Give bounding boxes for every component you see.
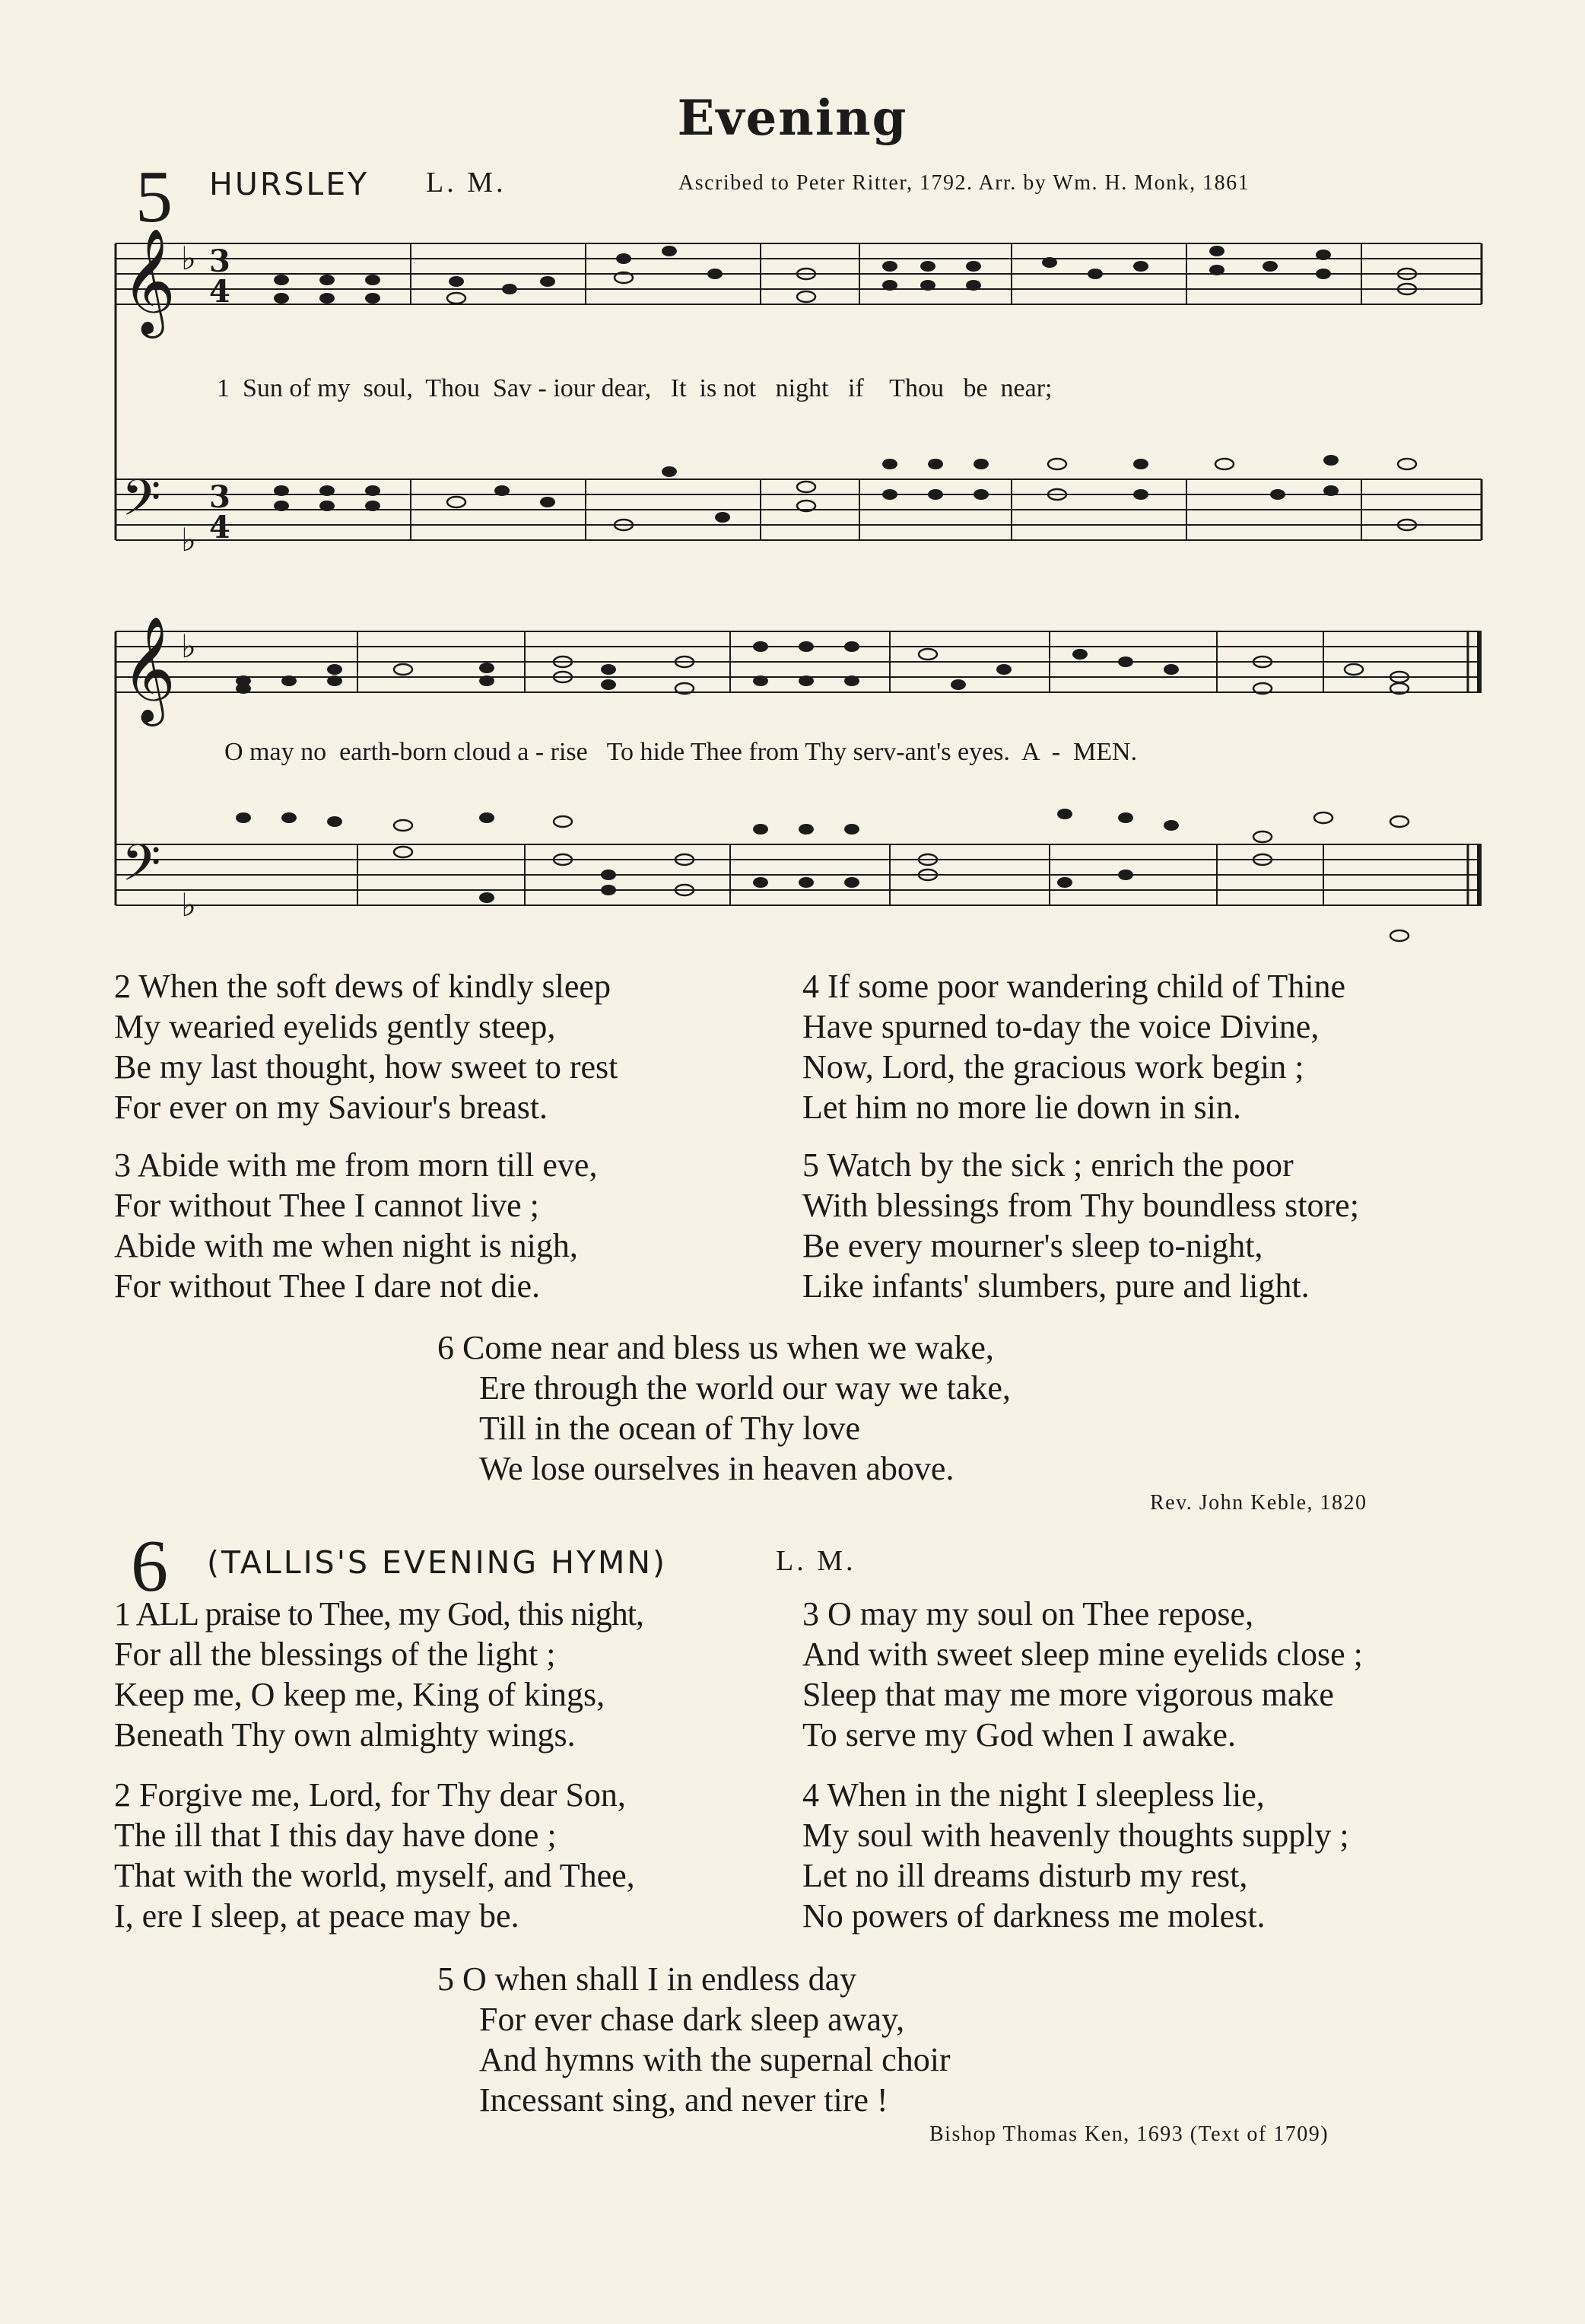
stanza-line: For all the blessings of the light ; bbox=[114, 1636, 556, 1673]
key-signature-2: ♭ bbox=[181, 628, 196, 665]
meter: L. M. bbox=[776, 1545, 856, 1577]
stanza-line: For without Thee I cannot live ; bbox=[114, 1187, 539, 1224]
stanza-line: And hymns with the supernal choir bbox=[479, 2041, 951, 2078]
stanza-line: We lose ourselves in heaven above. bbox=[479, 1450, 954, 1487]
key-signature-bass-2: ♭ bbox=[181, 886, 196, 924]
stanza-line: With blessings from Thy boundless store; bbox=[802, 1187, 1359, 1224]
stanza-2 bbox=[114, 966, 618, 1127]
meter: L. M. bbox=[426, 167, 507, 199]
stanza-line: Ere through the world our way we take, bbox=[479, 1369, 1011, 1407]
hymn-number: 6 bbox=[131, 1525, 168, 1607]
stanza-line: For ever chase dark sleep away, bbox=[479, 2001, 905, 2038]
stanza-line: Let him no more lie down in sin. bbox=[802, 1089, 1241, 1126]
stanza-line: For ever on my Saviour's breast. bbox=[114, 1089, 548, 1126]
stanza-line: Sleep that may me more vigorous make bbox=[802, 1676, 1334, 1713]
stanza-5 bbox=[802, 1145, 1359, 1306]
stanza-line: Beneath Thy own almighty wings. bbox=[114, 1716, 576, 1753]
stanza-line: My soul with heavenly thoughts supply ; bbox=[802, 1817, 1349, 1854]
stanza-3 bbox=[114, 1145, 597, 1306]
treble-clef-icon: 𝄞 bbox=[122, 228, 176, 334]
stanza-4 bbox=[802, 1775, 1349, 1936]
stanza-line: Incessant sing, and never tire ! bbox=[479, 2081, 888, 2119]
stanza-line: 2 Forgive me, Lord, for Thy dear Son, bbox=[114, 1776, 626, 1814]
stanza-line: Now, Lord, the gracious work begin ; bbox=[802, 1048, 1304, 1086]
stanza-line: Till in the ocean of Thy love bbox=[479, 1410, 861, 1447]
stanza-line: 5 O when shall I in endless day bbox=[437, 1960, 857, 1998]
stanza-line: 3 O may my soul on Thee repose, bbox=[802, 1595, 1254, 1633]
stanza-line: And with sweet sleep mine eyelids close ; bbox=[802, 1636, 1363, 1673]
stanza-line: Abide with me when night is nigh, bbox=[114, 1227, 578, 1264]
stanza-line: 1 ALL praise to Thee, my God, this night, bbox=[114, 1595, 643, 1633]
stanza-line: 4 When in the night I sleepless lie, bbox=[802, 1776, 1265, 1814]
time-sig-bottom-bass: 4 bbox=[209, 510, 230, 545]
hymn-number: 5 bbox=[135, 156, 173, 238]
time-sig-top-bass: 3 bbox=[209, 479, 230, 515]
time-sig-bottom: 4 bbox=[209, 274, 230, 310]
stanza-5 bbox=[437, 1959, 951, 2120]
stanza-line: 4 If some poor wandering child of Thine bbox=[802, 968, 1346, 1005]
lyrics-line-1: 1 Sun of my soul, Thou Sav - iour dear, It is not night if Thou be near; bbox=[217, 374, 1053, 402]
stanza-line: Be my last thought, how sweet to rest bbox=[114, 1048, 618, 1086]
author-credit: Rev. John Keble, 1820 bbox=[1150, 1491, 1367, 1515]
stanza-line: Let no ill dreams disturb my rest, bbox=[802, 1857, 1248, 1894]
stanza-4 bbox=[802, 966, 1345, 1127]
stanza-line: 6 Come near and bless us when we wake, bbox=[437, 1329, 994, 1366]
music-score bbox=[0, 0, 1585, 959]
stanza-line: Be every mourner's sleep to-night, bbox=[802, 1227, 1263, 1264]
bass-clef-icon: 𝄢 bbox=[122, 469, 161, 539]
key-signature: ♭ bbox=[181, 240, 196, 277]
stanza-line: That with the world, myself, and Thee, bbox=[114, 1857, 635, 1894]
stanza-1 bbox=[114, 1594, 643, 1755]
stanza-line: For without Thee I dare not die. bbox=[114, 1267, 541, 1305]
stanza-line: 3 Abide with me from morn till eve, bbox=[114, 1146, 598, 1184]
stanza-line: 5 Watch by the sick ; enrich the poor bbox=[802, 1146, 1294, 1184]
stanza-line: Keep me, O keep me, King of kings, bbox=[114, 1676, 605, 1713]
author-credit: Bishop Thomas Ken, 1693 (Text of 1709) bbox=[929, 2122, 1329, 2146]
stanza-line: The ill that I this day have done ; bbox=[114, 1817, 557, 1854]
tune-name: HURSLEY bbox=[209, 166, 370, 202]
lyrics-line-2: O may no earth-born cloud a - rise To hide Thee from Thy serv-ant's eyes. A - MEN. bbox=[224, 738, 1138, 766]
stanza-3 bbox=[802, 1594, 1363, 1755]
stanza-line: My wearied eyelids gently steep, bbox=[114, 1008, 556, 1045]
time-sig-top: 3 bbox=[209, 243, 230, 279]
stanza-line: I, ere I sleep, at peace may be. bbox=[114, 1897, 519, 1935]
key-signature-bass: ♭ bbox=[181, 521, 196, 558]
tune-name: (TALLIS'S EVENING HYMN) bbox=[207, 1544, 668, 1581]
stanza-line: Like infants' slumbers, pure and light. bbox=[802, 1267, 1310, 1305]
stanza-6 bbox=[437, 1327, 1011, 1489]
treble-clef-icon-2: 𝄞 bbox=[122, 616, 176, 722]
bass-clef-icon-2: 𝄢 bbox=[122, 834, 161, 904]
stanza-line: To serve my God when I awake. bbox=[802, 1716, 1236, 1753]
score-system-2 bbox=[116, 631, 1482, 941]
page-title: Evening bbox=[677, 90, 908, 147]
stanza-2 bbox=[114, 1775, 635, 1936]
stanza-line: No powers of darkness me molest. bbox=[802, 1897, 1266, 1935]
stanza-line: 2 When the soft dews of kindly sleep bbox=[114, 968, 611, 1005]
stanza-line: Have spurned to-day the voice Divine, bbox=[802, 1008, 1320, 1045]
composer-credit: Ascribed to Peter Ritter, 1792. Arr. by Wm. H. Monk, 1861 bbox=[678, 171, 1250, 195]
